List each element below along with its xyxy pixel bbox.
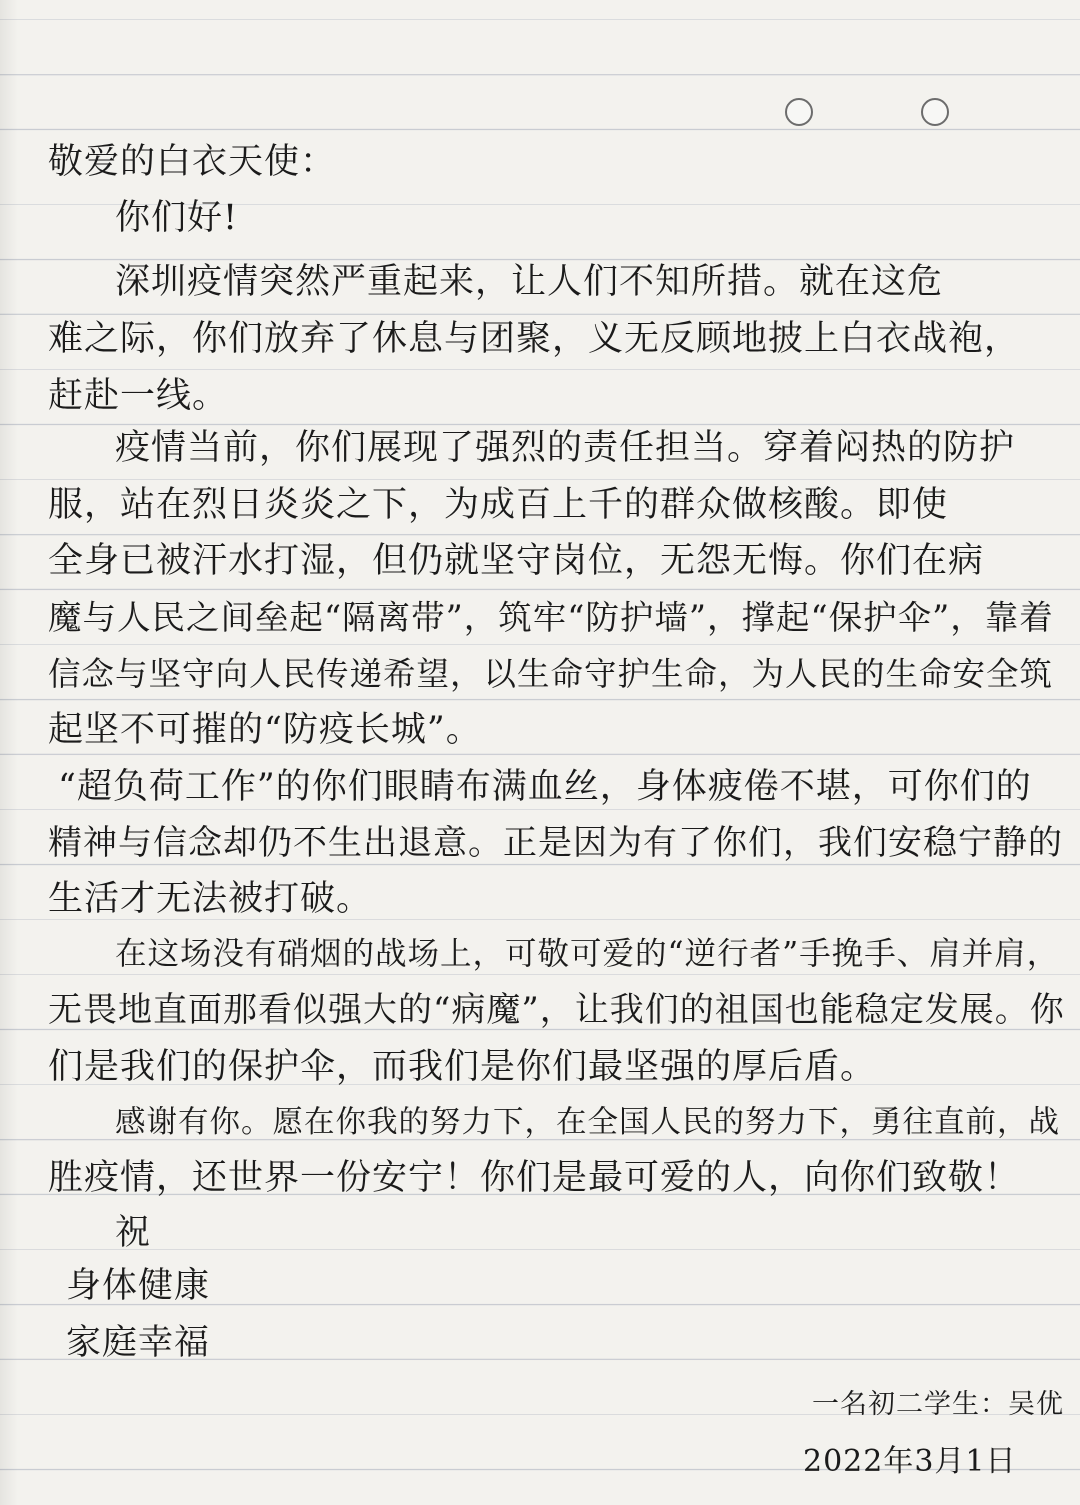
letter-salutation: 敬爱的白衣天使：	[48, 142, 337, 182]
paragraph-5-line-1: 感谢有你。愿在你我的努力下，在全国人民的努力下，勇往直前，战	[115, 1105, 1060, 1140]
paragraph-3-line-3: 生活才无法被打破。	[48, 879, 373, 919]
binder-hole-icon	[921, 98, 949, 126]
letter-greeting: 你们好!	[115, 198, 239, 238]
paragraph-4-line-3: 们是我们的保护伞，而我们是你们最坚强的厚后盾。	[48, 1047, 877, 1087]
paragraph-1-line-3: 赶赴一线。	[48, 376, 229, 416]
paragraph-4-line-2: 无畏地直面那看似强大的“病魔”，让我们的祖国也能稳定发展。你	[48, 990, 1065, 1030]
paragraph-3-line-1: “超负荷工作”的你们眼睛布满血丝，身体疲倦不堪，可你们的	[58, 767, 1032, 807]
paragraph-1-line-2: 难之际，你们放弃了休息与团聚，义无反顾地披上白衣战袍，	[48, 319, 1021, 359]
paragraph-5-line-2: 胜疫情，还世界一份安宁！你们是最可爱的人，向你们致敬！	[48, 1158, 1021, 1198]
letter-date: 2022年3月1日	[803, 1444, 1017, 1479]
paragraph-3-line-2: 精神与信念却仍不生出退意。正是因为有了你们，我们安稳宁静的	[48, 823, 1063, 863]
paragraph-1-line-1: 深圳疫情突然严重起来，让人们不知所措。就在这危	[115, 262, 944, 302]
paragraph-2-line-4: 魔与人民之间垒起“隔离带”，筑牢“防护墙”，撑起“保护伞”，靠着	[48, 598, 1054, 637]
paragraph-4-line-1: 在这场没有硝烟的战场上，可敬可爱的“逆行者”手挽手、肩并肩，	[115, 936, 1060, 972]
binder-holes	[785, 98, 949, 126]
paragraph-2-line-1: 疫情当前，你们展现了强烈的责任担当。穿着闷热的防护	[115, 428, 1016, 468]
wish-line-1: 身体健康	[66, 1266, 211, 1306]
binder-hole-icon	[785, 98, 813, 126]
paragraph-2-line-3: 全身已被汗水打湿，但仍就坚守岗位，无怨无悔。你们在病	[48, 541, 985, 581]
letter-signature: 一名初二学生：吴优	[812, 1389, 1064, 1420]
letter-closing: 祝	[115, 1213, 152, 1253]
paragraph-2-line-5: 信念与坚守向人民传递希望，以生命守护生命，为人民的生命安全筑	[48, 655, 1054, 693]
wish-line-2: 家庭幸福	[66, 1323, 211, 1363]
paragraph-2-line-2: 服，站在烈日炎炎之下，为成百上千的群众做核酸。即使	[48, 485, 949, 525]
paragraph-2-line-6: 起坚不可摧的“防疫长城”。	[48, 710, 482, 750]
